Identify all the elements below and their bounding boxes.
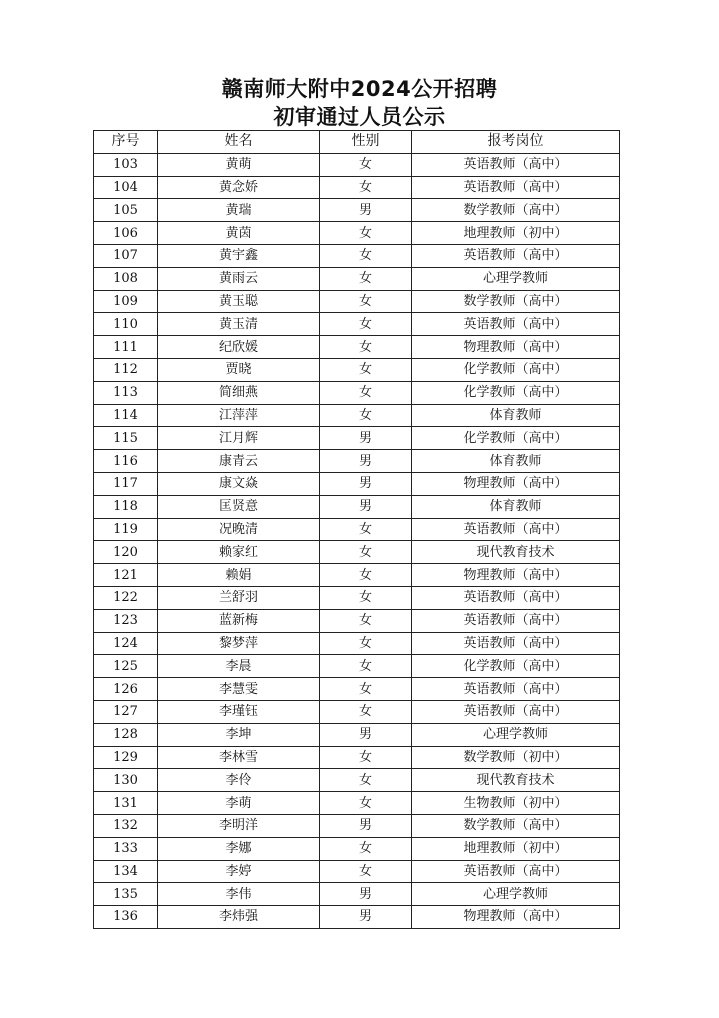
table-row — [94, 814, 620, 837]
header-name: 姓名 — [158, 131, 320, 154]
cell-gender: 女 — [320, 381, 412, 404]
cell-serial-number: 120 — [94, 541, 158, 564]
cell-gender: 女 — [320, 290, 412, 313]
document-subtitle: 初审通过人员公示 — [273, 105, 446, 129]
candidate-table — [93, 130, 620, 929]
cell-serial-number: 121 — [94, 564, 158, 587]
cell-gender: 女 — [320, 176, 412, 199]
cell-name: 蓝新梅 — [158, 609, 320, 632]
table-row — [94, 495, 620, 518]
table-row — [94, 336, 620, 359]
table-row — [94, 609, 620, 632]
cell-name: 李伶 — [158, 769, 320, 792]
cell-position: 体育教师 — [412, 495, 620, 518]
table-row — [94, 222, 620, 245]
cell-serial-number: 129 — [94, 746, 158, 769]
cell-serial-number: 126 — [94, 678, 158, 701]
cell-position: 英语教师（高中） — [412, 518, 620, 541]
cell-position: 化学教师（高中） — [412, 427, 620, 450]
cell-serial-number: 132 — [94, 814, 158, 837]
table-row — [94, 586, 620, 609]
cell-serial-number: 103 — [94, 153, 158, 176]
cell-name: 黄玉清 — [158, 313, 320, 336]
table-row — [94, 883, 620, 906]
table-row — [94, 860, 620, 883]
cell-gender: 女 — [320, 860, 412, 883]
table-row — [94, 313, 620, 336]
header-gender: 性别 — [320, 131, 412, 154]
cell-gender: 男 — [320, 906, 412, 929]
table-row — [94, 176, 620, 199]
table-row — [94, 199, 620, 222]
table-header-row — [94, 131, 620, 154]
cell-gender: 女 — [320, 769, 412, 792]
cell-position: 化学教师（高中） — [412, 381, 620, 404]
cell-name: 黎梦萍 — [158, 632, 320, 655]
cell-serial-number: 135 — [94, 883, 158, 906]
cell-serial-number: 125 — [94, 655, 158, 678]
table-body — [94, 153, 620, 928]
cell-serial-number: 106 — [94, 222, 158, 245]
cell-name: 兰舒羽 — [158, 586, 320, 609]
cell-serial-number: 109 — [94, 290, 158, 313]
cell-gender: 女 — [320, 586, 412, 609]
cell-name: 赖家红 — [158, 541, 320, 564]
cell-position: 地理教师（初中） — [412, 222, 620, 245]
cell-position: 英语教师（高中） — [412, 244, 620, 267]
cell-position: 数学教师（初中） — [412, 746, 620, 769]
cell-position: 现代教育技术 — [412, 769, 620, 792]
cell-position: 数学教师（高中） — [412, 199, 620, 222]
cell-position: 物理教师（高中） — [412, 472, 620, 495]
cell-position: 英语教师（高中） — [412, 632, 620, 655]
cell-gender: 女 — [320, 632, 412, 655]
cell-serial-number: 124 — [94, 632, 158, 655]
table-row — [94, 906, 620, 929]
cell-name: 李炜强 — [158, 906, 320, 929]
cell-name: 黄念娇 — [158, 176, 320, 199]
cell-position: 英语教师（高中） — [412, 176, 620, 199]
cell-name: 黄雨云 — [158, 267, 320, 290]
cell-serial-number: 112 — [94, 358, 158, 381]
table-row — [94, 153, 620, 176]
cell-gender: 女 — [320, 222, 412, 245]
cell-gender: 女 — [320, 336, 412, 359]
cell-gender: 男 — [320, 450, 412, 473]
cell-gender: 男 — [320, 427, 412, 450]
document-title: 赣南师大附中2024公开招聘 — [221, 77, 498, 101]
table-row — [94, 700, 620, 723]
cell-position: 心理学教师 — [412, 267, 620, 290]
table-row — [94, 655, 620, 678]
cell-serial-number: 110 — [94, 313, 158, 336]
table-row — [94, 381, 620, 404]
cell-name: 李瑾钰 — [158, 700, 320, 723]
cell-position: 数学教师（高中） — [412, 814, 620, 837]
cell-name: 江萍萍 — [158, 404, 320, 427]
cell-serial-number: 136 — [94, 906, 158, 929]
cell-name: 李婷 — [158, 860, 320, 883]
table-row — [94, 564, 620, 587]
cell-position: 心理学教师 — [412, 723, 620, 746]
table-row — [94, 723, 620, 746]
cell-position: 物理教师（高中） — [412, 906, 620, 929]
cell-position: 英语教师（高中） — [412, 860, 620, 883]
cell-name: 匡贤意 — [158, 495, 320, 518]
cell-position: 数学教师（高中） — [412, 290, 620, 313]
cell-serial-number: 116 — [94, 450, 158, 473]
cell-name: 贾晓 — [158, 358, 320, 381]
table-row — [94, 427, 620, 450]
cell-name: 黄茵 — [158, 222, 320, 245]
cell-gender: 女 — [320, 564, 412, 587]
cell-serial-number: 128 — [94, 723, 158, 746]
cell-gender: 女 — [320, 609, 412, 632]
cell-gender: 女 — [320, 655, 412, 678]
cell-gender: 女 — [320, 541, 412, 564]
cell-serial-number: 114 — [94, 404, 158, 427]
header-position: 报考岗位 — [412, 131, 620, 154]
header-serial-number: 序号 — [94, 131, 158, 154]
cell-gender: 男 — [320, 883, 412, 906]
cell-name: 李晨 — [158, 655, 320, 678]
cell-serial-number: 108 — [94, 267, 158, 290]
cell-gender: 女 — [320, 700, 412, 723]
table-row — [94, 746, 620, 769]
cell-gender: 男 — [320, 814, 412, 837]
cell-gender: 女 — [320, 267, 412, 290]
cell-name: 李娜 — [158, 837, 320, 860]
cell-serial-number: 131 — [94, 792, 158, 815]
table-row — [94, 632, 620, 655]
cell-serial-number: 113 — [94, 381, 158, 404]
cell-gender: 女 — [320, 153, 412, 176]
cell-name: 黄玉聪 — [158, 290, 320, 313]
cell-serial-number: 123 — [94, 609, 158, 632]
cell-gender: 男 — [320, 199, 412, 222]
cell-gender: 女 — [320, 313, 412, 336]
cell-gender: 女 — [320, 837, 412, 860]
cell-position: 物理教师（高中） — [412, 336, 620, 359]
cell-name: 黄萌 — [158, 153, 320, 176]
cell-position: 地理教师（初中） — [412, 837, 620, 860]
table-row — [94, 792, 620, 815]
cell-serial-number: 122 — [94, 586, 158, 609]
table-row — [94, 541, 620, 564]
cell-name: 康青云 — [158, 450, 320, 473]
cell-serial-number: 104 — [94, 176, 158, 199]
table-row — [94, 678, 620, 701]
cell-serial-number: 130 — [94, 769, 158, 792]
cell-name: 李林雪 — [158, 746, 320, 769]
cell-gender: 女 — [320, 358, 412, 381]
table-row — [94, 404, 620, 427]
cell-gender: 男 — [320, 723, 412, 746]
cell-name: 康文焱 — [158, 472, 320, 495]
cell-position: 心理学教师 — [412, 883, 620, 906]
cell-gender: 男 — [320, 472, 412, 495]
cell-serial-number: 111 — [94, 336, 158, 359]
table-row — [94, 769, 620, 792]
cell-position: 化学教师（高中） — [412, 358, 620, 381]
table-row — [94, 837, 620, 860]
cell-name: 赖娟 — [158, 564, 320, 587]
cell-gender: 女 — [320, 746, 412, 769]
table-row — [94, 472, 620, 495]
cell-position: 英语教师（高中） — [412, 678, 620, 701]
cell-serial-number: 133 — [94, 837, 158, 860]
cell-position: 化学教师（高中） — [412, 655, 620, 678]
cell-serial-number: 115 — [94, 427, 158, 450]
cell-serial-number: 105 — [94, 199, 158, 222]
cell-name: 黄宇鑫 — [158, 244, 320, 267]
table-row — [94, 267, 620, 290]
cell-position: 英语教师（高中） — [412, 700, 620, 723]
table-row — [94, 450, 620, 473]
cell-serial-number: 127 — [94, 700, 158, 723]
cell-name: 况晚清 — [158, 518, 320, 541]
cell-name: 简细燕 — [158, 381, 320, 404]
cell-name: 李萌 — [158, 792, 320, 815]
cell-position: 英语教师（高中） — [412, 153, 620, 176]
cell-name: 李伟 — [158, 883, 320, 906]
cell-gender: 女 — [320, 518, 412, 541]
table-row — [94, 358, 620, 381]
cell-position: 生物教师（初中） — [412, 792, 620, 815]
table-row — [94, 244, 620, 267]
cell-name: 李坤 — [158, 723, 320, 746]
cell-gender: 女 — [320, 792, 412, 815]
cell-serial-number: 134 — [94, 860, 158, 883]
cell-position: 英语教师（高中） — [412, 313, 620, 336]
cell-serial-number: 118 — [94, 495, 158, 518]
cell-gender: 男 — [320, 495, 412, 518]
cell-name: 李慧雯 — [158, 678, 320, 701]
cell-position: 英语教师（高中） — [412, 586, 620, 609]
cell-name: 纪欣媛 — [158, 336, 320, 359]
cell-serial-number: 119 — [94, 518, 158, 541]
cell-name: 李明洋 — [158, 814, 320, 837]
cell-position: 物理教师（高中） — [412, 564, 620, 587]
cell-position: 体育教师 — [412, 404, 620, 427]
cell-gender: 女 — [320, 404, 412, 427]
cell-name: 黄瑞 — [158, 199, 320, 222]
cell-position: 现代教育技术 — [412, 541, 620, 564]
cell-serial-number: 117 — [94, 472, 158, 495]
cell-serial-number: 107 — [94, 244, 158, 267]
table-row — [94, 290, 620, 313]
cell-gender: 女 — [320, 244, 412, 267]
table-row — [94, 518, 620, 541]
cell-name: 江月辉 — [158, 427, 320, 450]
cell-position: 体育教师 — [412, 450, 620, 473]
cell-gender: 女 — [320, 678, 412, 701]
cell-position: 英语教师（高中） — [412, 609, 620, 632]
